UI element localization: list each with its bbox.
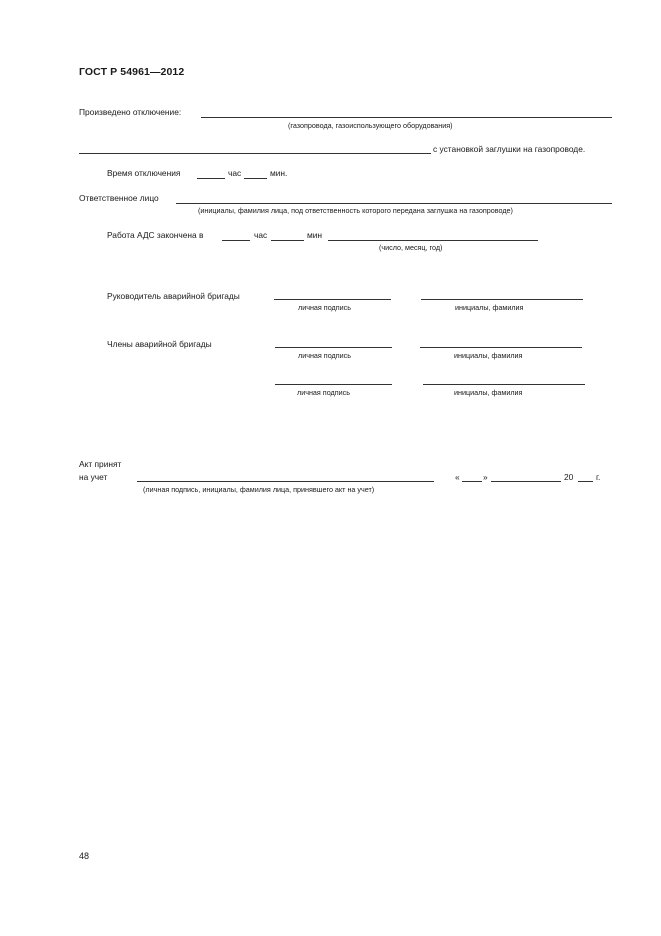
shutdown-time-label: Время отключения: [107, 168, 181, 178]
member-1-name-field[interactable]: [420, 347, 582, 348]
year-prefix: 20: [564, 472, 574, 482]
responsible-person-hint: (инициалы, фамилия лица, под ответственность которого передана заглушка на газопроводе): [198, 206, 513, 215]
accepted-label-line-2: на учет: [79, 472, 108, 482]
leader-signature-field[interactable]: [274, 299, 391, 300]
ads-hour-field[interactable]: [222, 240, 250, 241]
leader-signature-hint: личная подпись: [298, 303, 351, 312]
responsible-person-field[interactable]: [176, 203, 612, 204]
page-number: 48: [79, 851, 90, 861]
shutdown-hour-field[interactable]: [197, 178, 225, 179]
ads-hour-unit: час: [254, 230, 268, 240]
member-2-name-field[interactable]: [423, 384, 585, 385]
leader-name-field[interactable]: [421, 299, 583, 300]
date-quote-close: »: [483, 472, 488, 482]
shutdown-location-field[interactable]: [79, 153, 431, 154]
ads-minute-unit: мин: [307, 230, 323, 240]
shutdown-minute-field[interactable]: [244, 178, 267, 179]
year-suffix: г.: [596, 472, 601, 482]
acceptor-signature-field[interactable]: [137, 481, 434, 482]
plug-installation-text: с установкой заглушки на газопроводе.: [433, 144, 586, 154]
accept-day-field[interactable]: [462, 481, 482, 482]
member-1-signature-field[interactable]: [275, 347, 392, 348]
member-2-name-hint: инициалы, фамилия: [454, 388, 523, 397]
member-2-signature-field[interactable]: [275, 384, 392, 385]
accepted-label-line-1: Акт принят: [79, 459, 122, 469]
responsible-person-label: Ответственное лицо: [79, 193, 159, 203]
ads-date-hint: (число, месяц, год): [379, 243, 443, 252]
brigade-leader-label: Руководитель аварийной бригады: [107, 291, 240, 301]
member-2-signature-hint: личная подпись: [297, 388, 350, 397]
shutdown-hour-unit: час: [228, 168, 242, 178]
member-1-signature-hint: личная подпись: [298, 351, 351, 360]
ads-minute-field[interactable]: [271, 240, 304, 241]
shutdown-object-field[interactable]: [201, 117, 612, 118]
acceptor-hint: (личная подпись, инициалы, фамилия лица, принявшего акт на учет): [143, 485, 375, 494]
shutdown-object-hint: (газопровода, газоиспользующего оборудования): [288, 121, 453, 130]
leader-name-hint: инициалы, фамилия: [455, 303, 524, 312]
document-code: ГОСТ Р 54961—2012: [79, 66, 185, 78]
accept-year-field[interactable]: [578, 481, 593, 482]
date-quote-open: «: [455, 472, 460, 482]
ads-completed-label: Работа АДС закончена в: [107, 230, 204, 240]
ads-date-field[interactable]: [328, 240, 538, 241]
shutdown-label: Произведено отключение:: [79, 107, 182, 117]
shutdown-minute-unit: мин.: [270, 168, 288, 178]
accept-month-field[interactable]: [491, 481, 561, 482]
member-1-name-hint: инициалы, фамилия: [454, 351, 523, 360]
brigade-members-label: Члены аварийной бригады: [107, 339, 212, 349]
